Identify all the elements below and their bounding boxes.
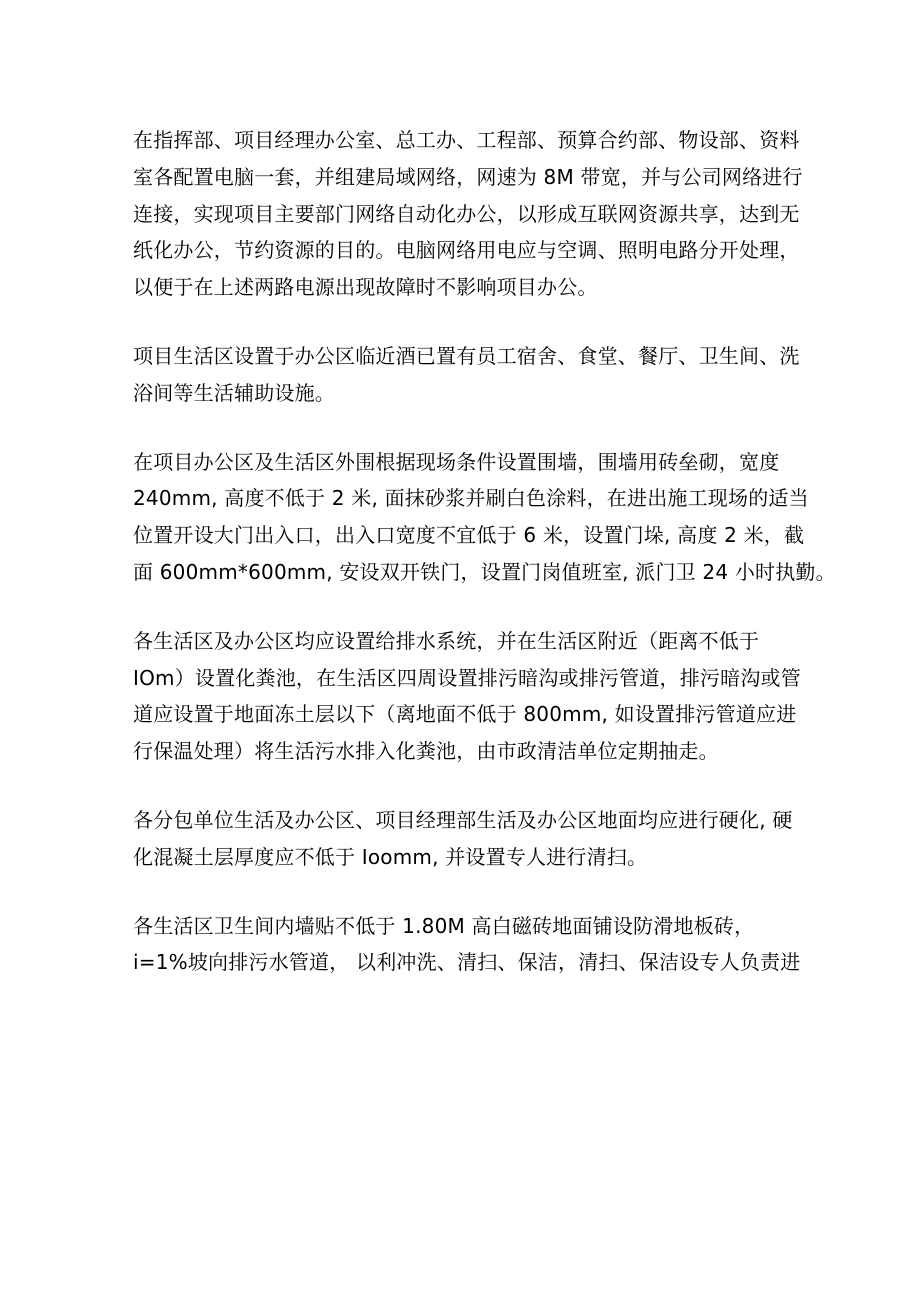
text-line: 化混凝土层厚度应不低于 Ioomm, 并设置专人进行清扫。 [133, 844, 648, 869]
text-line: 连接，实现项目主要部门网络自动化办公，以形成互联网资源共享，达到无 [133, 201, 800, 226]
text-line: 室各配置电脑一套，并组建局域网络，网速为 8M 带宽，并与公司网络进行 [133, 164, 803, 189]
text-line: 各生活区及办公区均应设置给排水系统，并在生活区附近（距离不低于 [133, 628, 760, 653]
text-line: 项目生活区设置于办公区临近酒已置有员工宿舍、食堂、餐厅、卫生间、洗 [133, 343, 800, 368]
text-line: 位置开设大门出入口，出入口宽度不宜低于 6 米，设置门垛, 高度 2 米，截 [133, 523, 805, 548]
text-line: 道应设置于地面冻土层以下（离地面不低于 800mm, 如设置排污管道应进 [133, 702, 797, 727]
paragraph-office-network [133, 122, 813, 306]
text-line: 纸化办公，节约资源的目的。电脑网络用电应与空调、照明电路分开处理， [133, 238, 800, 263]
text-line: 各分包单位生活及办公区、项目经理部生活及办公区地面均应进行硬化, 硬 [133, 807, 793, 832]
text-line: 以便于在上述两路电源出现故障时不影响项目办公。 [133, 275, 598, 300]
text-line: 在指挥部、项目经理办公室、总工办、工程部、预算合约部、物设部、资料 [133, 128, 800, 152]
text-line: i=1%坡向排污水管道， 以利冲洗、清扫、保洁，清扫、保洁设专人负责进 [133, 950, 801, 975]
paragraph-ground-hardening [133, 802, 813, 876]
document-body [133, 122, 836, 1013]
paragraph-living-area [133, 338, 813, 412]
paragraph-enclosure-wall [133, 444, 836, 591]
paragraph-drainage [133, 623, 813, 770]
text-line: 面 600mm*600mm, 安设双开铁门，设置门岗值班室, 派门卫 24 小时执勤。 [133, 559, 836, 584]
text-line: 行保温处理）将生活污水排入化粪池，由市政清洁单位定期抽走。 [133, 739, 719, 764]
paragraph-restroom [133, 908, 813, 982]
text-line: 在项目办公区及生活区外围根据现场条件设置围墙，围墙用砖垒砌，宽度 [133, 449, 780, 474]
text-line: 240mm, 高度不低于 2 米, 面抹砂浆并刷白色涂料，在进出施工现场的适当 [133, 486, 809, 511]
text-line: IOm）设置化粪池，在生活区四周设置排污暗沟或排污管道，排污暗沟或管 [133, 665, 801, 690]
text-line: 浴间等生活辅助设施。 [133, 380, 335, 405]
text-line: 各生活区卫生间内墙贴不低于 1.80M 高白磁砖地面铺设防滑地板砖， [133, 913, 755, 938]
